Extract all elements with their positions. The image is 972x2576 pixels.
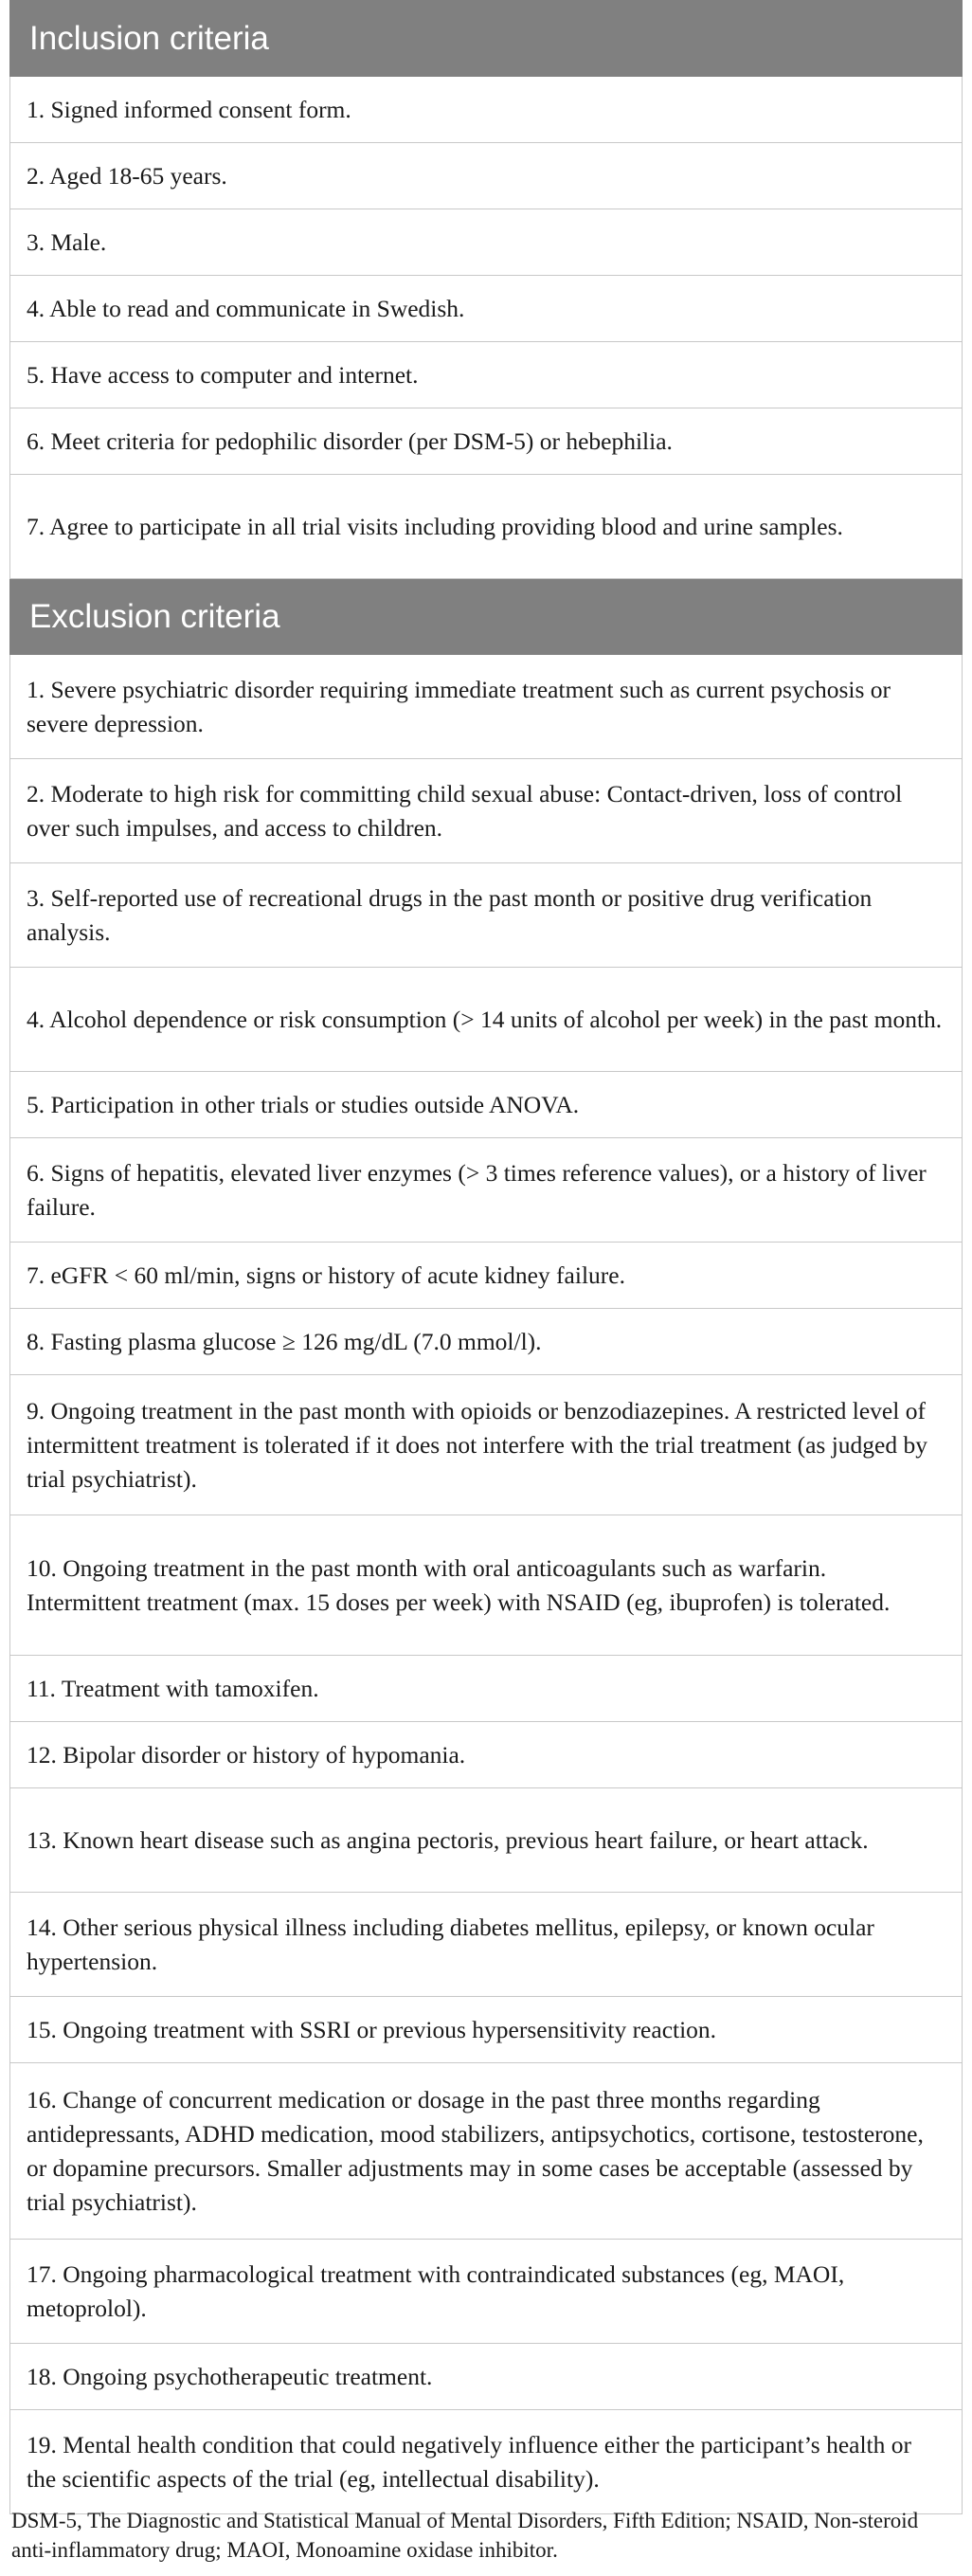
inclusion-item-5: 5. Have access to computer and internet. bbox=[10, 342, 963, 408]
exclusion-item-16: 16. Change of concurrent medication or dosage in the past three months regarding antidepressants, ADHD medication, mood stabilizers, antipsychotics, cortisone, testosterone, or dopamine precursors. Smaller adjustments may in some cases be acceptable (assessed by trial psychiatrist). bbox=[10, 2063, 963, 2240]
table-row bbox=[10, 1515, 963, 1656]
exclusion-item-5: 5. Participation in other trials or studies outside ANOVA. bbox=[10, 1072, 963, 1138]
exclusion-item-13: 13. Known heart disease such as angina pectoris, previous heart failure, or heart attack. bbox=[10, 1788, 963, 1893]
exclusion-item-17: 17. Ongoing pharmacological treatment with contraindicated substances (eg, MAOI, metoprolol). bbox=[10, 2240, 963, 2344]
table-row bbox=[10, 2240, 963, 2344]
exclusion-item-8: 8. Fasting plasma glucose ≥ 126 mg/dL (7.0 mmol/l). bbox=[10, 1309, 963, 1375]
inclusion-item-6: 6. Meet criteria for pedophilic disorder (per DSM-5) or hebephilia. bbox=[10, 408, 963, 475]
table-row bbox=[10, 77, 963, 143]
inclusion-item-4: 4. Able to read and communicate in Swedish. bbox=[10, 276, 963, 342]
table-row bbox=[10, 1309, 963, 1375]
table-row bbox=[10, 655, 963, 759]
exclusion-item-14: 14. Other serious physical illness including diabetes mellitus, epilepsy, or known ocular hypertension. bbox=[10, 1893, 963, 1997]
table-row bbox=[10, 209, 963, 276]
table-row bbox=[10, 863, 963, 968]
table-row bbox=[10, 143, 963, 209]
criteria-table bbox=[9, 0, 963, 2514]
table-row bbox=[10, 276, 963, 342]
exclusion-criteria-heading: Exclusion criteria bbox=[10, 579, 963, 655]
table-row bbox=[10, 968, 963, 1072]
exclusion-item-11: 11. Treatment with tamoxifen. bbox=[10, 1656, 963, 1722]
exclusion-item-6: 6. Signs of hepatitis, elevated liver enzymes (> 3 times reference values), or a history of liver failure. bbox=[10, 1138, 963, 1243]
inclusion-item-2: 2. Aged 18-65 years. bbox=[10, 143, 963, 209]
exclusion-item-10: 10. Ongoing treatment in the past month with oral anticoagulants such as warfarin. Intermittent treatment (max. 15 doses per week) with NSAID (eg, ibuprofen) is tolerated. bbox=[10, 1515, 963, 1656]
exclusion-item-15: 15. Ongoing treatment with SSRI or previous hypersensitivity reaction. bbox=[10, 1997, 963, 2063]
table-row bbox=[10, 2410, 963, 2514]
table-row bbox=[10, 1138, 963, 1243]
inclusion-item-3: 3. Male. bbox=[10, 209, 963, 276]
table-row bbox=[10, 2063, 963, 2240]
inclusion-header-row bbox=[10, 1, 963, 77]
table-row bbox=[10, 1997, 963, 2063]
inclusion-item-7: 7. Agree to participate in all trial visits including providing blood and urine samples. bbox=[10, 475, 963, 579]
table-row bbox=[10, 759, 963, 863]
table-row bbox=[10, 408, 963, 475]
table-row bbox=[10, 342, 963, 408]
inclusion-criteria-heading: Inclusion criteria bbox=[10, 1, 963, 77]
exclusion-item-2: 2. Moderate to high risk for committing child sexual abuse: Contact-driven, loss of control over such impulses, and access to children. bbox=[10, 759, 963, 863]
table-row bbox=[10, 1375, 963, 1515]
exclusion-item-3: 3. Self-reported use of recreational drugs in the past month or positive drug verification analysis. bbox=[10, 863, 963, 968]
table-row bbox=[10, 1722, 963, 1788]
exclusion-item-1: 1. Severe psychiatric disorder requiring immediate treatment such as current psychosis or severe depression. bbox=[10, 655, 963, 759]
exclusion-item-9: 9. Ongoing treatment in the past month with opioids or benzodiazepines. A restricted level of intermittent treatment is tolerated if it does not interfere with the trial treatment (as judged by trial psychiatrist). bbox=[10, 1375, 963, 1515]
table-row bbox=[10, 475, 963, 579]
table-row bbox=[10, 1243, 963, 1309]
exclusion-item-7: 7. eGFR < 60 ml/min, signs or history of acute kidney failure. bbox=[10, 1243, 963, 1309]
table-footnote: DSM-5, The Diagnostic and Statistical Manual of Mental Disorders, Fifth Edition; NSAID, Non-steroid anti-inflammatory drug; MAOI, Monoamine oxidase inhibitor. bbox=[11, 2509, 919, 2562]
table-row bbox=[10, 1656, 963, 1722]
exclusion-item-18: 18. Ongoing psychotherapeutic treatment. bbox=[10, 2344, 963, 2410]
exclusion-item-4: 4. Alcohol dependence or risk consumption (> 14 units of alcohol per week) in the past month. bbox=[10, 968, 963, 1072]
inclusion-item-1: 1. Signed informed consent form. bbox=[10, 77, 963, 143]
table-row bbox=[10, 1788, 963, 1893]
exclusion-header-row bbox=[10, 579, 963, 655]
table-row bbox=[10, 1072, 963, 1138]
table-row bbox=[10, 1893, 963, 1997]
table-row bbox=[10, 2344, 963, 2410]
exclusion-item-12: 12. Bipolar disorder or history of hypomania. bbox=[10, 1722, 963, 1788]
exclusion-item-19: 19. Mental health condition that could negatively influence either the participant’s health or the scientific aspects of the trial (eg, intellectual disability). bbox=[10, 2410, 963, 2514]
